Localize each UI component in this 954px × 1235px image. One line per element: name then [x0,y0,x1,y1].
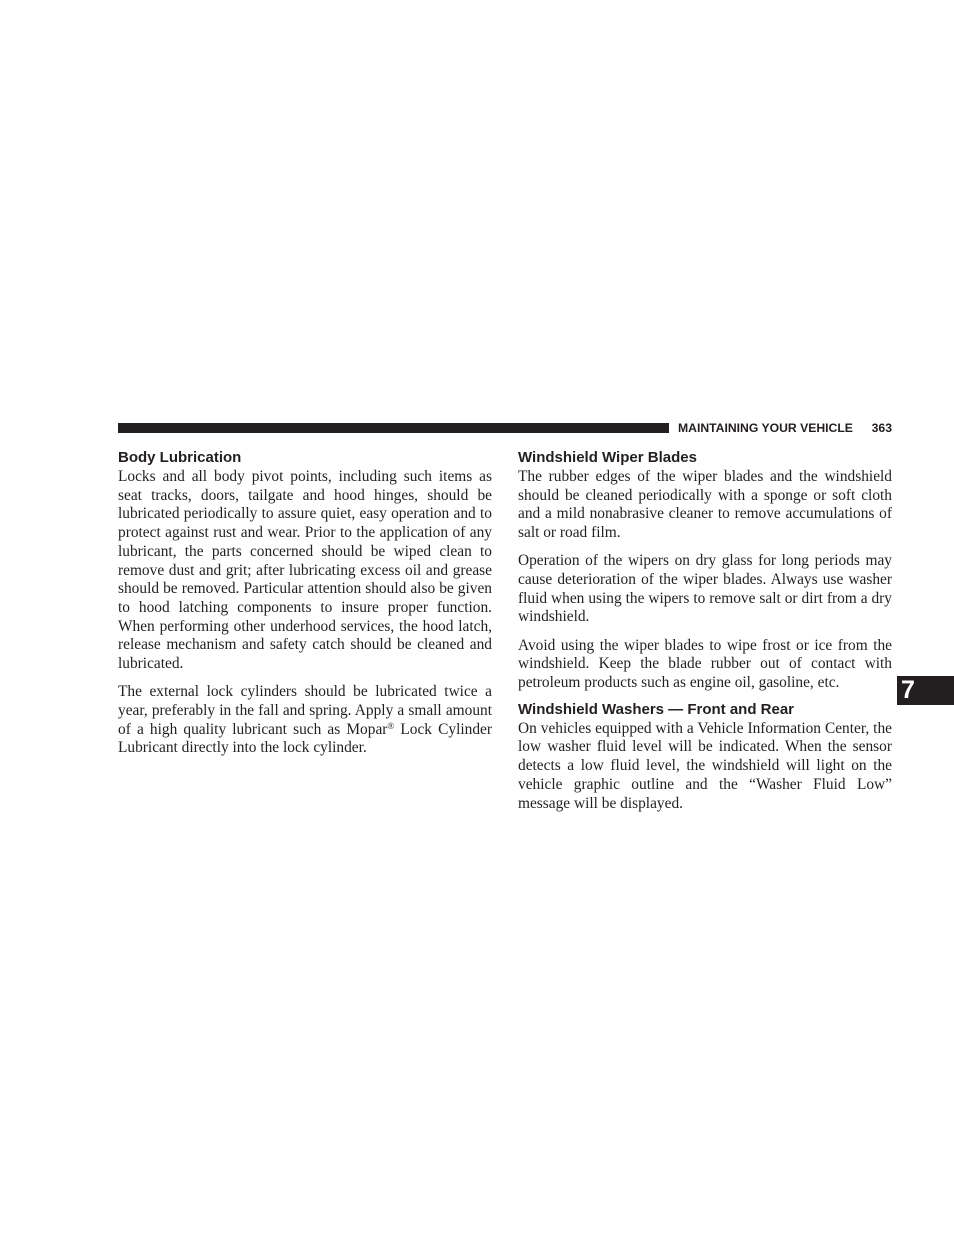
wiper-blades-paragraph-1: The rubber edges of the wiper blades and the windshield should be cleaned periodically with a sponge or soft cloth and a mild nonabrasive cleaner to remove accumulations of salt or road film. [518,468,892,542]
body-lubrication-paragraph-1: Locks and all body pivot points, including such items as seat tracks, doors, tailgate and hood hinges, should be lubricated periodically to assure quiet, easy operation and to protect against rust and wear. Prior to the application of any lubricant, the parts concerned should be wiped clean to remove dust and grit; after lubricating excess oil and grease should be removed. Particular attention should also be given to hood latching components to insure proper function. When performing other underhood services, the hood latch, release mechanism and safety catch should be cleaned and lubricated. [118,468,492,673]
heading-windshield-washers: Windshield Washers — Front and Rear [518,700,795,718]
left-column [118,448,492,768]
section-title: MAINTAINING YOUR VEHICLE [678,421,853,435]
heading-body-lubrication: Body Lubrication [118,449,242,466]
right-column [518,448,892,823]
wiper-blades-paragraph-3: Avoid using the wiper blades to wipe frost or ice from the windshield. Keep the blade rubber out of contact with petroleum products such as engine oil, gasoline, etc. [518,636,892,692]
lock-cylinder-text-end: Lock Cylinder Lubricant directly into the lock cylinder. [118,720,492,757]
page-number: 363 [871,421,892,435]
chapter-tab: 7 [897,676,954,705]
header-rule [118,423,669,433]
running-header [678,420,892,436]
windshield-washers-paragraph: On vehicles equipped with a Vehicle Information Center, the low washer fluid level will be indicated. When the sensor detects a low fluid level, the windshield will light on the vehicle graphic outline and the “Washer Fluid Low” message will be displayed. [518,719,892,812]
body-lubrication-paragraph-2 [118,683,492,758]
wiper-blades-paragraph-2: Operation of the wipers on dry glass for long periods may cause deterioration of the wiper blades. Always use washer fluid when using the wipers to remove salt or dirt from a dry windshield. [518,552,892,626]
registered-mark: ® [387,720,395,731]
lock-cylinder-text-start: The external lock cylinders should be lubricated twice a year, preferably in the fall and spring. Apply a small amount of a high quality lubricant such as Mopar [118,683,492,738]
heading-wiper-blades: Windshield Wiper Blades [518,449,697,466]
